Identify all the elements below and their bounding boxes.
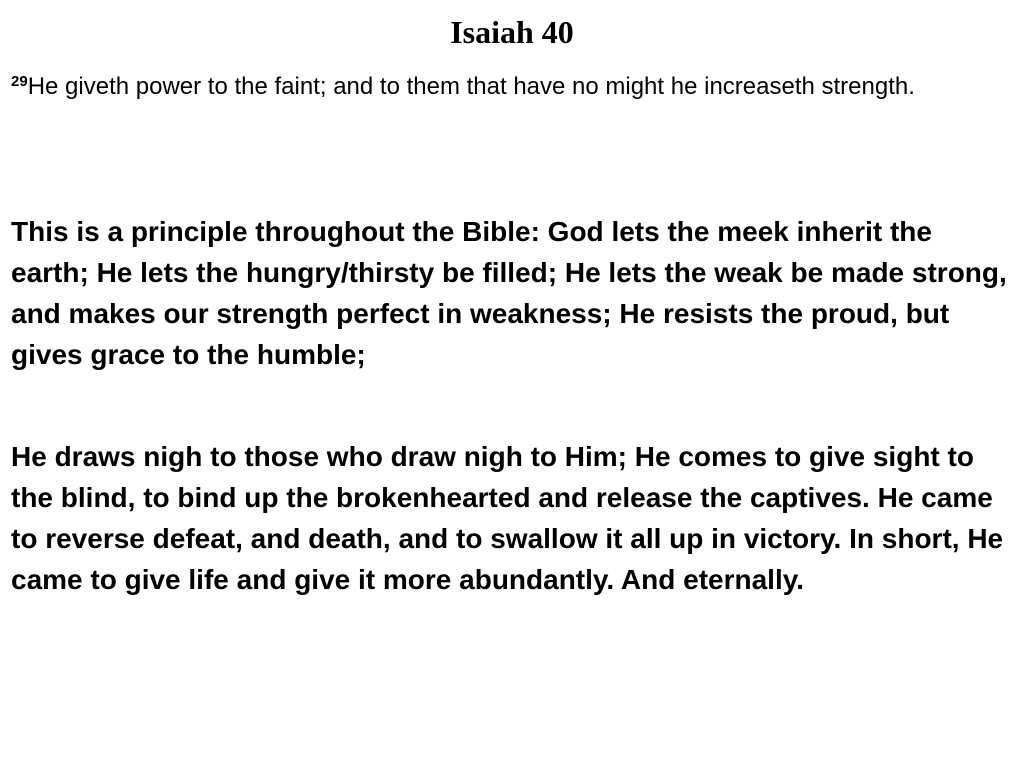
commentary-paragraph-2: He draws nigh to those who draw nigh to Him; He comes to give sight to the blind, to bind up the brokenhearted and release the captives. He came to reverse defeat, and death, and to swallow it all up in victory. In short, He came to give life and give it more abundantly. And eternally. xyxy=(11,441,1004,595)
slide-title: Isaiah 40 xyxy=(450,14,574,50)
verse-number: 29 xyxy=(11,73,28,90)
scripture-verse xyxy=(11,70,1001,104)
verse-text: He giveth power to the faint; and to them that have no might he increaseth strength. xyxy=(27,73,915,100)
commentary-paragraph-1: This is a principle throughout the Bible: God lets the meek inherit the earth; He lets the hungry/thirsty be filled; He lets the weak be made strong, and makes our strength perfect in weakness; He resists the proud, but gives grace to the humble; xyxy=(11,216,1007,370)
